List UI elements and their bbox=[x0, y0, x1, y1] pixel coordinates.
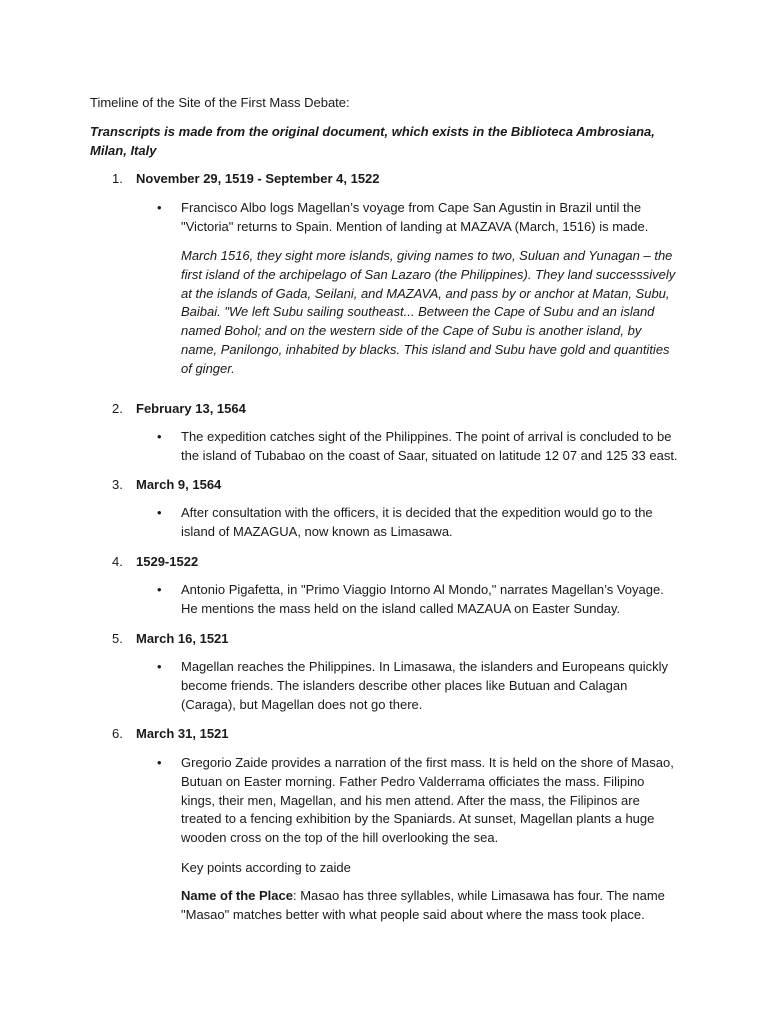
entry-date-heading: March 31, 1521 bbox=[136, 726, 229, 741]
document-subtitle: Transcripts is made from the original document, which exists in the Biblioteca Ambrosiana, Milan, Italy bbox=[90, 124, 655, 158]
key-point-name-of-place bbox=[181, 887, 681, 925]
entry-date-heading: March 16, 1521 bbox=[136, 631, 229, 646]
entry-description: Magellan reaches the Philippines. In Limasawa, the islanders and Europeans quickly become friends. The islanders describe other places like Butuan and Calagan (Caraga), but Magellan does not go there. bbox=[181, 659, 669, 712]
entry-date-heading: February 13, 1564 bbox=[136, 401, 246, 416]
bullet-icon: • bbox=[157, 755, 162, 770]
entry-number: 3. bbox=[112, 477, 123, 492]
bullet-icon: • bbox=[157, 582, 162, 597]
entry-description: After consultation with the officers, it is decided that the expedition would go to the island of MAZAGUA, now known as Limasawa. bbox=[181, 505, 653, 539]
key-point-label: Name of the Place bbox=[181, 888, 293, 903]
entry-date-heading: 1529-1522 bbox=[136, 554, 199, 569]
entry-date-heading: November 29, 1519 - September 4, 1522 bbox=[136, 171, 380, 186]
entry-description: Gregorio Zaide provides a narration of the first mass. It is held on the shore of Masao, Butuan on Easter morning. Father Pedro Valderrama officiates the mass. Filipino kings, their men, Magellan, and his men attend. After the mass, the Filipinos are treated to a fencing exhibition by the Spaniards. At sunset, Magellan plants a huge wooden cross on the top of the hill overlooking the sea. bbox=[181, 755, 674, 846]
entry-number: 4. bbox=[112, 554, 123, 569]
entry-quote: March 1516, they sight more islands, giving names to two, Suluan and Yunagan – the first island of the archipelago of San Lazaro (the Philippines). They land successsively at the islands of Gada, Seilani, and MAZAVA, and pass by or anchor at Matan, Subu, Baibai. "We left Subu sailing southeast... Between the Cape of Subu and an island named Bohol; and on the western side of the Cape of Subu is another island, by name, Panilongo, inhabited by blacks. This island and Subu have gold and quantities of ginger. bbox=[181, 248, 676, 376]
key-points-label: Key points according to zaide bbox=[181, 860, 351, 875]
entry-number: 5. bbox=[112, 631, 123, 646]
entry-description: Antonio Pigafetta, in "Primo Viaggio Intorno Al Mondo," narrates Magellan’s Voyage. He mentions the mass held on the island called MAZAUA on Easter Sunday. bbox=[181, 582, 664, 616]
key-point-text: : Masao has three syllables, while Limasawa has four. The name "Masao" matches better with what people said about where the mass took place. bbox=[181, 888, 665, 922]
entry-description: Francisco Albo logs Magellan’s voyage from Cape San Agustin in Brazil until the "Victoria" returns to Spain. Mention of landing at MAZAVA (March, 1516) is made. bbox=[181, 200, 649, 234]
bullet-icon: • bbox=[157, 505, 162, 520]
bullet-icon: • bbox=[157, 200, 162, 215]
document-title: Timeline of the Site of the First Mass Debate: bbox=[90, 95, 350, 110]
entry-date-heading: March 9, 1564 bbox=[136, 477, 222, 492]
entry-number: 1. bbox=[112, 171, 123, 186]
entry-description: The expedition catches sight of the Philippines. The point of arrival is concluded to be the island of Tubabao on the coast of Saar, situated on latitude 12 07 and 125 33 east. bbox=[181, 429, 678, 463]
bullet-icon: • bbox=[157, 659, 162, 674]
entry-number: 6. bbox=[112, 726, 123, 741]
entry-number: 2. bbox=[112, 401, 123, 416]
bullet-icon: • bbox=[157, 429, 162, 444]
